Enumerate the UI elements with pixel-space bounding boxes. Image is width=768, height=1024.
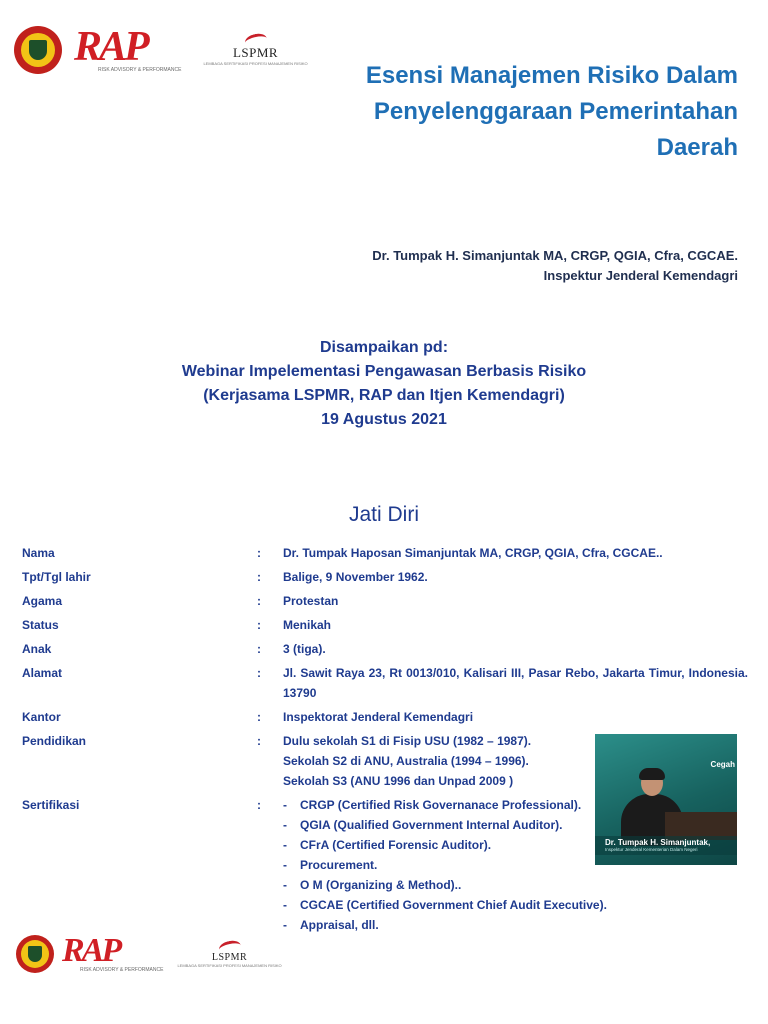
certification-text: QGIA (Qualified Government Internal Auditor). bbox=[300, 818, 563, 832]
bio-label: Pendidikan bbox=[22, 734, 87, 748]
footer-logo-row bbox=[16, 932, 282, 973]
title-line: Daerah bbox=[656, 134, 738, 161]
bio-label: Sertifikasi bbox=[22, 798, 80, 812]
education-item: Dulu sekolah S1 di Fisip USU (1982 – 1987). bbox=[283, 734, 532, 748]
webinar-name: Webinar Impelementasi Pengawasan Berbasis Risiko bbox=[181, 363, 587, 380]
certification-item bbox=[283, 875, 748, 895]
bio-colon: : bbox=[257, 734, 261, 748]
bio-label: Kantor bbox=[22, 710, 61, 724]
certification-text: O M (Organizing & Method).. bbox=[300, 878, 462, 892]
author-block bbox=[238, 246, 738, 286]
certification-text: Appraisal, dll. bbox=[300, 918, 379, 932]
kemendagri-seal-logo bbox=[16, 935, 54, 973]
certification-item bbox=[283, 895, 748, 915]
bio-row-alamat bbox=[22, 663, 748, 703]
bio-value: Protestan bbox=[283, 594, 339, 608]
bio-colon: : bbox=[257, 546, 261, 560]
author-name: Dr. Tumpak H. Simanjuntak MA, CRGP, QGIA, Cfra, CGCAE. bbox=[372, 248, 738, 263]
bio-value: Jl. Sawit Raya 23, Rt 0013/010, Kalisari III, Pasar Rebo, Jakarta Timur, Indonesia. 13790 bbox=[283, 666, 748, 700]
rap-logo-subtext: RISK ADVISORY & PERFORMANCE bbox=[98, 67, 182, 73]
bio-colon: : bbox=[257, 570, 261, 584]
speaker-photo bbox=[595, 734, 737, 865]
list-dash: - bbox=[283, 878, 287, 892]
bio-colon: : bbox=[257, 594, 261, 608]
certification-text: Procurement. bbox=[300, 858, 378, 872]
photo-caption bbox=[595, 836, 737, 855]
bio-label: Agama bbox=[22, 594, 63, 608]
bio-row-nama bbox=[22, 543, 748, 563]
education-item: Sekolah S2 di ANU, Australia (1994 – 1996). bbox=[283, 754, 529, 768]
author-role: Inspektur Jenderal Kemendagri bbox=[543, 268, 738, 283]
photo-caption-role: Inspektur Jenderal Kementerian Dalam Negeri bbox=[605, 847, 698, 852]
list-dash: - bbox=[283, 858, 287, 872]
lspmr-logo-text: LSPMR bbox=[232, 45, 279, 60]
rap-logo bbox=[62, 932, 164, 973]
bio-row-status bbox=[22, 615, 748, 635]
bio-value: Balige, 9 November 1962. bbox=[283, 570, 428, 584]
rap-logo-mark: RAP bbox=[62, 932, 120, 969]
photo-caption-name: Dr. Tumpak H. Simanjuntak, bbox=[605, 838, 711, 847]
list-dash: - bbox=[283, 838, 287, 852]
rap-logo-mark: RAP bbox=[74, 24, 147, 70]
photo-tagline: Cegah bbox=[710, 760, 735, 769]
bio-row-tpt-tgl-lahir bbox=[22, 567, 748, 587]
presentation-title bbox=[258, 58, 738, 166]
lspmr-logo-subtext: LEMBAGA SERTIFIKASI PROFESI MANAJEMEN RISIKO bbox=[177, 962, 282, 968]
certification-text: CFrA (Certified Forensic Auditor). bbox=[300, 838, 492, 852]
rap-logo bbox=[74, 24, 182, 73]
title-line: Esensi Manajemen Risiko Dalam bbox=[365, 62, 738, 89]
bio-row-anak bbox=[22, 639, 748, 659]
webinar-collaboration: (Kerjasama LSPMR, RAP dan Itjen Kemendagri) bbox=[203, 387, 565, 404]
section-title: Jati Diri bbox=[348, 503, 419, 526]
education-item: Sekolah S3 (ANU 1996 dan Unpad 2009 ) bbox=[283, 774, 514, 788]
list-dash: - bbox=[283, 918, 287, 932]
bio-value: 3 (tiga). bbox=[283, 642, 326, 656]
delivered-at-block bbox=[0, 336, 768, 432]
bio-label: Tpt/Tgl lahir bbox=[22, 570, 91, 584]
bio-label: Anak bbox=[22, 642, 52, 656]
kemendagri-seal-logo bbox=[14, 26, 62, 74]
bio-value: Menikah bbox=[283, 618, 332, 632]
bio-label: Nama bbox=[22, 546, 55, 560]
certification-text: CRGP (Certified Risk Governanace Professional). bbox=[300, 798, 582, 812]
certification-text: CGCAE (Certified Government Chief Audit Executive). bbox=[300, 898, 607, 912]
bio-value: Dr. Tumpak Haposan Simanjuntak MA, CRGP, QGIA, Cfra, CGCAE.. bbox=[283, 546, 663, 560]
bio-colon: : bbox=[257, 618, 261, 632]
bio-colon: : bbox=[257, 798, 261, 812]
bio-colon: : bbox=[257, 666, 261, 680]
bio-label: Alamat bbox=[22, 666, 63, 680]
list-dash: - bbox=[283, 898, 287, 912]
rap-logo-subtext: RISK ADVISORY & PERFORMANCE bbox=[80, 967, 164, 973]
bio-colon: : bbox=[257, 710, 261, 724]
bio-row-kantor bbox=[22, 707, 748, 727]
speaker-hair-shape bbox=[639, 768, 665, 780]
bio-colon: : bbox=[257, 642, 261, 656]
delivered-label: Disampaikan pd: bbox=[319, 339, 449, 356]
list-dash: - bbox=[283, 818, 287, 832]
certification-item bbox=[283, 915, 748, 935]
lspmr-logo bbox=[177, 941, 281, 968]
lspmr-logo-text: LSPMR bbox=[211, 951, 248, 963]
list-dash: - bbox=[283, 798, 287, 812]
bio-value: Inspektorat Jenderal Kemendagri bbox=[283, 710, 474, 724]
webinar-date: 19 Agustus 2021 bbox=[321, 411, 447, 428]
bio-row-agama bbox=[22, 591, 748, 611]
bio-label: Status bbox=[22, 618, 59, 632]
title-line: Penyelenggaraan Pemerintahan bbox=[373, 98, 738, 125]
lspmr-logo-subtext: LEMBAGA SERTIFIKASI PROFESI MANAJEMEN RISIKO bbox=[203, 61, 308, 66]
